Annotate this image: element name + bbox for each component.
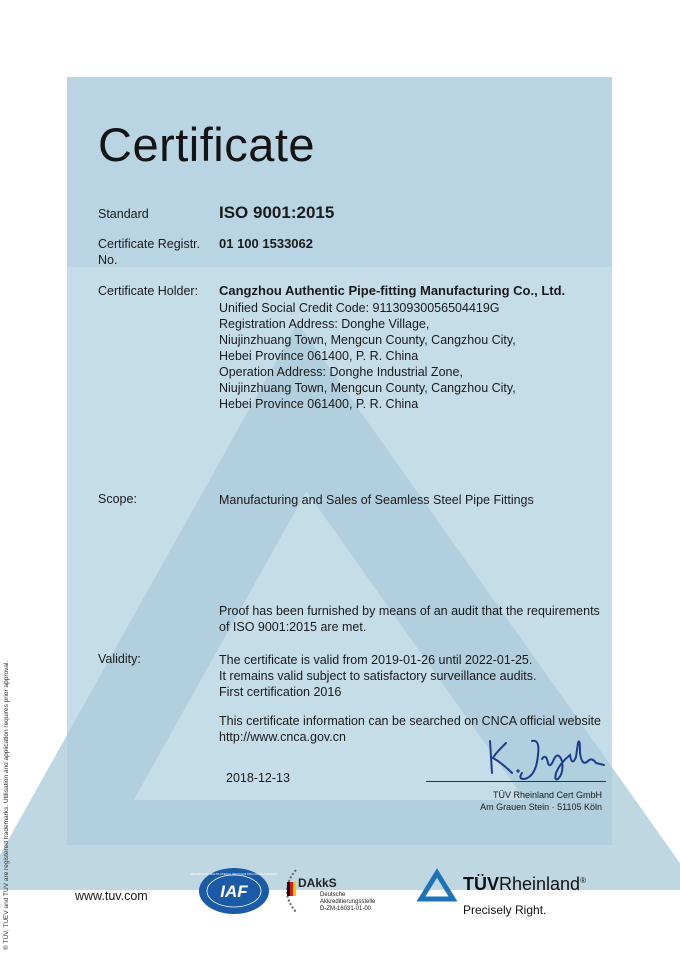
- validity-line: First certification 2016: [219, 685, 342, 699]
- issuer-address: Am Grauen Stein · 51105 Köln: [480, 802, 602, 812]
- handwritten-signature: [484, 733, 609, 783]
- holder-label: Certificate Holder:: [98, 284, 199, 298]
- dakks-name: DAkkS: [298, 876, 337, 890]
- holder-detail-line: Niujinzhuang Town, Mengcun County, Cangzhou City,: [219, 333, 516, 347]
- issue-date: 2018-12-13: [226, 771, 290, 785]
- cnca-website-link: http://www.cnca.gov.cn: [219, 730, 346, 744]
- registration-label-line2: No.: [98, 253, 118, 267]
- dakks-line2: Akkreditierungsstelle: [320, 899, 376, 905]
- tuv-website-link[interactable]: www.tuv.com: [75, 889, 148, 903]
- holder-detail-line: Hebei Province 061400, P. R. China: [219, 397, 419, 411]
- scope-label: Scope:: [98, 492, 137, 506]
- tuv-triangle-logo-icon: [418, 870, 456, 902]
- issuer-name: TÜV Rheinland Cert GmbH: [492, 790, 602, 800]
- trademark-side-note: ® TÜV, TUEV and TUV are registered trademarks. Utilisation and application requires prior approval.: [3, 660, 10, 950]
- tuv-brand-rest: Rheinland: [499, 874, 581, 894]
- tuv-slogan: Precisely Right.: [463, 903, 547, 917]
- holder-details: [219, 300, 516, 412]
- registration-number: 01 100 1533062: [219, 236, 313, 251]
- tuv-registered-mark: ®: [580, 876, 586, 885]
- holder-detail-line: Registration Address: Donghe Village,: [219, 317, 430, 331]
- certificate-title: Certificate: [98, 118, 316, 171]
- iaf-logo-icon: [190, 866, 278, 916]
- dakks-line1: Deutsche: [320, 892, 346, 898]
- proof-line: of ISO 9001:2015 are met.: [219, 620, 367, 634]
- svg-text:IAF: IAF: [220, 882, 248, 901]
- holder-detail-line: Operation Address: Donghe Industrial Zone,: [219, 365, 463, 379]
- cnca-line: This certificate information can be searched on CNCA official website: [219, 714, 601, 728]
- holder-name: Cangzhou Authentic Pipe-fitting Manufacturing Co., Ltd.: [219, 283, 566, 298]
- holder-detail-line: Niujinzhuang Town, Mengcun County, Cangzhou City,: [219, 381, 516, 395]
- dakks-code: D-ZM-16031-01-00: [320, 906, 372, 912]
- validity-line: It remains valid subject to satisfactory surveillance audits.: [219, 669, 537, 683]
- validity-statement: [219, 652, 537, 700]
- tuv-brand-bold: TÜV: [463, 874, 499, 894]
- validity-line: The certificate is valid from 2019-01-26 until 2022-01-25.: [219, 653, 533, 667]
- svg-text:MEMBER OF MULTILATERAL RECOGNI: MEMBER OF MULTILATERAL RECOGNITION ARRANGEMENT: [190, 872, 278, 876]
- registration-label-line1: Certificate Registr.: [98, 237, 201, 251]
- proof-statement: [219, 603, 600, 635]
- validity-label: Validity:: [98, 652, 141, 666]
- scope-value: Manufacturing and Sales of Seamless Steel Pipe Fittings: [219, 493, 534, 507]
- holder-detail-line: Hebei Province 061400, P. R. China: [219, 349, 419, 363]
- proof-line: Proof has been furnished by means of an audit that the requirements: [219, 604, 600, 618]
- standard-value: ISO 9001:2015: [219, 203, 335, 222]
- holder-detail-line: Unified Social Credit Code: 91130930056504419G: [219, 301, 500, 315]
- dakks-arc-icon: [276, 866, 302, 916]
- tuv-rheinland-brand: [463, 874, 586, 895]
- signature-line: [426, 781, 606, 782]
- standard-label: Standard: [98, 207, 149, 221]
